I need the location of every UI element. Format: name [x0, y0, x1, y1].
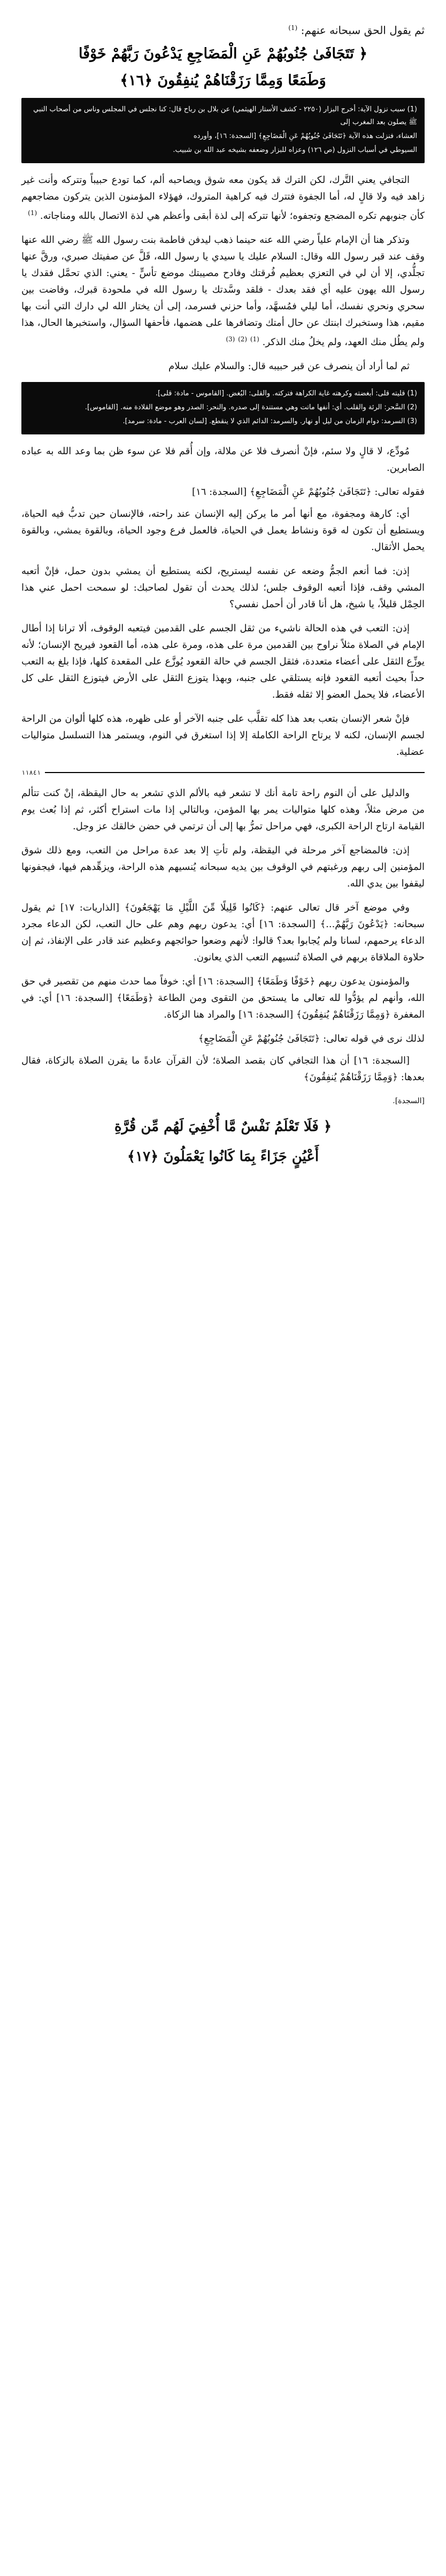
verse-17-line-1: ﴿ فَلَا تَعْلَمُ نَفْسٌ مَّا أُخْفِيَ لَهُم مِّن قُرَّةِ — [114, 1118, 332, 1135]
verse-quote-line-2: لذلك نرى في قوله تعالى: ﴿تَتَجَافَىٰ جُنُوبُهُمْ عَنِ الْمَضَاجِعِ﴾ — [198, 1033, 425, 1044]
footnote-ref: (2) — [238, 335, 248, 343]
paragraph-fatigue: إذن: التعب في هذه الحالة ناشيء من ثقل الجسم على القدمين فيتعبه الوقوف، ألا ترانا إذا أطال الإمام في الصلاة مثلاً نراوح بين القدمين مرة على هذه، ومرة على هذه، أما القعود فيريح الإنسان؛ لأنه يوزِّع الثقل على أعضاء متعددة، فثقل الجسم في حالة القعود يُوزَّع على المقعدة كلها، فإذا بلغ به التعب حداً بحيث أتعبه القعود فإنه يستلقي على جنبه، وبهذا يتوزع الثقل على الأرض فيتوزع الثقل على كل الأعضاء، فلا يحمل العضو إلا ثقله فقط. — [21, 622, 425, 700]
footnote-line: (1) سبب نزول الآية: أخرج البزار (٢٢٥٠ - كشف الأستار الهيثمي) عن بلال بن رباح قال: كنا نجلس في المجلس وناس من أصحاب النبي ﷺ يصلون بعد المغرب إلى — [33, 105, 417, 126]
intro-line — [21, 19, 425, 39]
paragraph-carry: إذن: فما أنعم الجمُّ وضعه عن نفسه ليستريح، لكنه يستطيع أن يمشي بدون حمل، فإنْ أتعبه المشي وقف، فإذا أتعبه الوقوف جلس؛ لذلك يحدث أن تقول لصاحبك: لو سمحت احمل عني هذا الحِمْل قليلاً، يا شيخ، هل أنا قادر أن أحمل نفسي؟ — [21, 565, 425, 610]
paragraph-sleep: فإنْ شعر الإنسان بتعب بعد هذا كله تقلَّب على جنبه الآخر أو على ظهره، هذه كلها ألوان من الراحة لجسم الإنسان، لكنه لا يرتاح الراحة الكاملة إلا إذا استغرق في النوم، ويستمر هذا التسلسل متواليات عضلية. — [21, 713, 425, 758]
footnote-ref: (3) — [226, 335, 235, 343]
verse-16-line-1: ﴿ تَتَجَافَىٰ جُنُوبُهُمْ عَنِ الْمَضَاجِعِ يَدْعُونَ رَبَّهُمْ خَوْفًا — [78, 45, 368, 62]
footnote-line: السيوطي في أسباب النزول (ص ١٢٦) وعزاه للبزار وضعفه بشيخه عبد الله بن شبيب. — [173, 146, 417, 154]
separator-bar — [45, 772, 425, 773]
paragraph-ali-fatima — [21, 232, 425, 350]
paragraph-tajafi — [21, 172, 425, 224]
paragraph-text: وتذكر هنا أن الإمام علياً رضي الله عنه حينما ذهب ليدفن فاطمة بنت رسول الله ﷺ رضي الله عنها وقف عند قبر رسول الله وقال: السلام عليك يا سيدي يا رسول الله، قَلَّ عن صفيتك صبري، ورقَّ عنها تجلُّدي، إلا أن لي في التعزي بعظيم فُرقتك وفادح مصيبتك موضع تأسٍّ - يعني: الذي تحمَّل فقدك يا رسول الله يهون عليه أي فقد بعدك - فلقد وسَّدتك يا رسول الله في ملحودة قبرك، وفاضت بين سحري ونحري نفسك، أما ليلي فمُسهَّد، وأما حزني فسرمد، إلى أن يختار الله لي دارك التي أنت بها مقيم، هذا وستخبرك ابنتك عن حال أمتك وتضافرها على هضمها، فأحفها السؤال، واستخبرها الحال، هذا ولم يطُل منك العهد، ولم يخلُ منك الذكر. — [21, 234, 425, 348]
verse-quote-line: فقوله تعالى: ﴿تَتَجَافَىٰ جُنُوبُهُمْ عَنِ الْمَضَاجِعِ﴾ [السجدة: ١٦] — [192, 486, 425, 498]
footnote-box-2 — [21, 382, 425, 434]
verse-16-line-2: وَطَمَعًا وَمِمَّا رَزَقْنَاهُمْ يُنفِقُونَ ﴿١٦﴾ — [120, 72, 326, 89]
intro-footnote-ref: (1) — [288, 24, 298, 32]
intro-text: ثم يقول الحق سبحانه عنهم: — [301, 24, 425, 37]
verse-17-line-2: أَعْيُنٍ جَزَاءً بِمَا كَانُوا يَعْمَلُونَ ﴿١٧﴾ — [127, 1148, 319, 1165]
paragraph-text: [السجدة: ١٦] أن هذا التجافي كان بقصد الصلاة؛ لأن القرآن عادةً ما يقرن الصلاة بالزكاة، فقال بعدها: ﴿وَمِمَّا رَزَقْنَاهُمْ يُنفِقُونَ﴾ — [21, 1054, 425, 1083]
paragraph-rest: أي: كارهة ومجفوة، مع أنها أمر ما يركن إليه الإنسان عند راحته، فالإنسان حين تدبُّ فيه الحياة، ويستطيع أن تكون له قوة ونشاط يعمل في الحياة، فالعمل فرع وجود الحياة، وبالقوة يمشي، وبالقوة يحمل الأثقال. — [21, 508, 425, 553]
paragraph-farewell: ثم لما أراد أن ينصرف عن قبر حبيبه قال: والسلام عليك سلام — [168, 360, 410, 372]
footnote-ref: (1) — [28, 209, 37, 217]
paragraph-dhariyat: وفي موضع آخر قال تعالى عنهم: ﴿كَانُوا قَلِيلًا مِّنَ اللَّيْلِ مَا يَهْجَعُونَ﴾ [الذاريات: ١٧] ثم يقول سبحانه: ﴿يَدْعُونَ رَبَّهُمْ...﴾ [السجدة: ١٦] أي: يدعون ربهم وهم على حال التعب، لكن الدعاء مجرد الدعاء يرحمهم، لسانا ولم يُجابوا بعد؟ قالوا: لأنهم وضعوا حوائجهم وعظيم عند قادر على الإنفاذ، ثم إن حلاوة الملاقاة بربهم في الصلاة تُنسيهم التعب الذي يعانون. — [21, 901, 425, 963]
page-number-mark: ١١٨٤١ — [21, 768, 41, 776]
footnote-ref: (1) — [250, 335, 259, 343]
paragraph-fear-hope: والمؤمنون يدعون ربهم ﴿خَوْفًا وَطَمَعًا﴾ [السجدة: ١٦] أي: خوفاً مما حدث منهم من تقصير في حق الله، وأنهم لم يؤدُّوا لله تعالى ما يستحق من التقوى ومن الطاعة ﴿وَطَمَعًا﴾ [السجدة: ١٦] أي: في المغفرة ﴿وَمِمَّا رَزَقْنَاهُمْ يُنفِقُونَ﴾ [السجدة: ١٦] والمراد هنا الزكاة. — [21, 975, 425, 1020]
footnote-line: العشاء، فنزلت هذه الآية ﴿تَتَجَافَىٰ جُنُوبُهُمْ عَنِ الْمَضَاجِعِ﴾ [السجدة: ١٦]، وأورده — [193, 132, 417, 140]
footnote-line: (3) السرمد: دوام الزمان من ليل أو نهار. والسرمد: الدائم الذي لا ينقطع. [لسان العرب - مادة: سرمد]. — [122, 417, 417, 425]
footnote-line: (2) السَّحر: الرئة والقلب. أي: أنفها ماتت وهي مستندة إلى صدره. والنحر: الصدر وهو موضع القلادة منه. [القاموس]. — [84, 403, 417, 411]
sura-label: [السجدة]. — [393, 1096, 425, 1105]
page-column — [21, 0, 425, 1169]
paragraph-sleep-proof: والدليل على أن النوم راحة تامة أنك لا تشعر فيه بالألم الذي تشعر به حال اليقظة، إنْ كنت تتألم من مرض مثلاً، وهذه كلها متواليات يمر بها المؤمن، وبالتالي إذا مات استراح أكثر، ثم إذا بُعث يوم القيامة ارتاح الراحة الكبرى، فهي مراحل تمرُّ بها إلى أن ترتمي في حضن خالقك عز وجل. — [21, 787, 425, 832]
paragraph-farewell-cont: مُودِّع، لا قالٍ ولا سئم، فإنْ أنصرف فلا عن ملالة، وإن أُقم فلا عن سوء ظن بما وعد الله به عباده الصابرين. — [21, 445, 425, 473]
footnote-line: (1) قليته قلى: أبغضته وكرهته غاية الكراهة فتركته. والقلى: البُغض. [القاموس - مادة: قلى]. — [155, 389, 417, 398]
paragraph-beds: إذن: فالمضاجع آخر مرحلة في اليقظة، ولم تأتِ إلا بعد عدة مراحل من التعب، ومع ذلك شوق المؤمنين إلى ربهم ورغبتهم في الوقوف بين يديه سبحانه يُنسيهم هذه الراحة، ويزهِّدهم فيها، فيجفونها ليقفوا بين يدي الله. — [21, 844, 425, 889]
page-separator — [21, 769, 425, 776]
footnote-box-1 — [21, 98, 425, 163]
paragraph-prayer-zakat — [21, 1052, 425, 1086]
paragraph-text: التجافي يعني التَّرك، لكن الترك قد يكون معه شوق ويصاحبه ألم، كما تودع حبيباً وتتركه وأنت غير زاهد فيه ولا قالٍ له، أما الجفوة فتترك فيه كراهية المتروك، فهؤلاء المؤمنون الذين يتركون مضاجعهم كأن جنوبهم تكره المضجع وتجفوه؛ لأنها تتركه إلى لذة أبقى وأعظم هي لذة الاتصال بالله ومناجاته. — [21, 174, 425, 221]
